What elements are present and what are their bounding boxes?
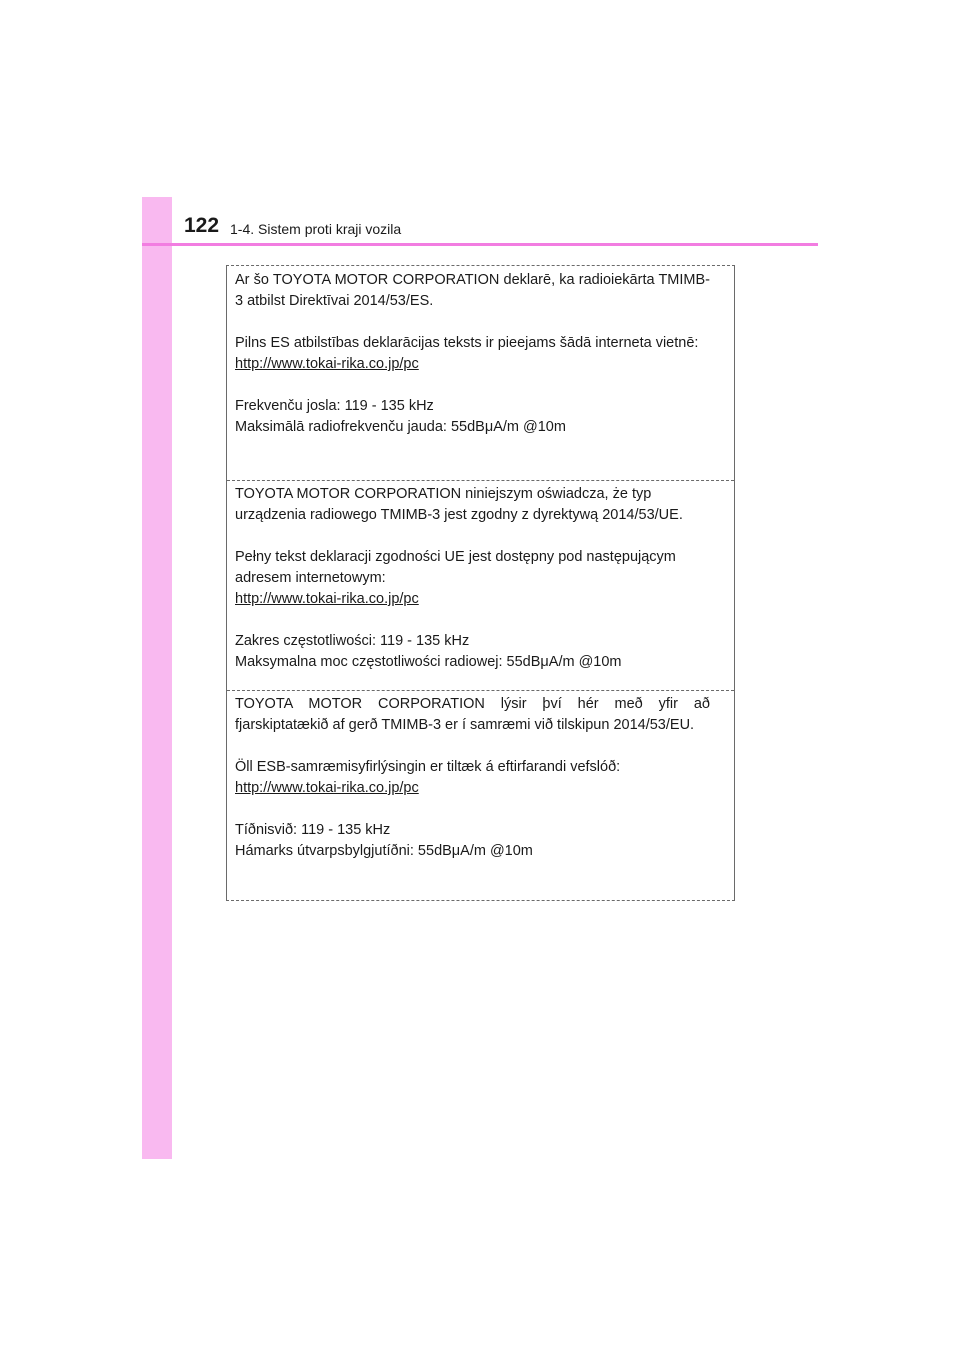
declaration-statement: TOYOTA MOTOR CORPORATION lýsir því hér með yfir að fjarskiptatækið af gerð TMIMB-3 er í samræmi við tilskipun 2014/53/EU. [235, 696, 710, 733]
declaration-polish [227, 480, 734, 690]
declaration-url-link[interactable]: http://www.tokai-rika.co.jp/pc [235, 356, 419, 372]
section-title: 1-4. Sistem proti kraji vozila [230, 221, 402, 237]
header-divider [142, 243, 818, 246]
frequency-band: Zakres częstotliwości: 119 - 135 kHz [235, 633, 470, 649]
frequency-band: Tíðnisvið: 119 - 135 kHz [235, 822, 391, 838]
page-number: 122 [184, 214, 220, 237]
max-power: Maksymalna moc częstotliwości radiowej: 55dBμA/m @10m [235, 654, 622, 670]
declaration-box [226, 265, 735, 901]
declaration-url-link[interactable]: http://www.tokai-rika.co.jp/pc [235, 780, 419, 796]
declaration-text-intro: Öll ESB-samræmisyfirlýsingin er tiltæk á eftirfarandi vefslóð: [235, 759, 621, 775]
declaration-text-intro: Pilns ES atbilstības deklarācijas teksts ir pieejams šādā interneta vietnē: [235, 335, 699, 351]
declaration-statement: TOYOTA MOTOR CORPORATION niniejszym oświadcza, że typ urządzenia radiowego TMIMB-3 jest zgodny z dyrektywą 2014/53/UE. [235, 486, 683, 523]
declaration-statement: Ar šo TOYOTA MOTOR CORPORATION deklarē, ka radioiekārta TMIMB-3 atbilst Direktīvai 2014/53/ES. [235, 272, 710, 309]
declaration-latvian [227, 266, 734, 480]
frequency-band: Frekvenču josla: 119 - 135 kHz [235, 398, 434, 414]
max-power: Maksimālā radiofrekvenču jauda: 55dBμA/m @10m [235, 419, 566, 435]
sidebar-color-band [142, 197, 172, 1159]
declaration-url-link[interactable]: http://www.tokai-rika.co.jp/pc [235, 591, 419, 607]
declaration-icelandic [227, 690, 734, 902]
declaration-text-intro: Pełny tekst deklaracji zgodności UE jest dostępny pod następującym adresem internetowym: [235, 549, 676, 586]
max-power: Hámarks útvarpsbylgjutíðni: 55dBμA/m @10m [235, 843, 533, 859]
